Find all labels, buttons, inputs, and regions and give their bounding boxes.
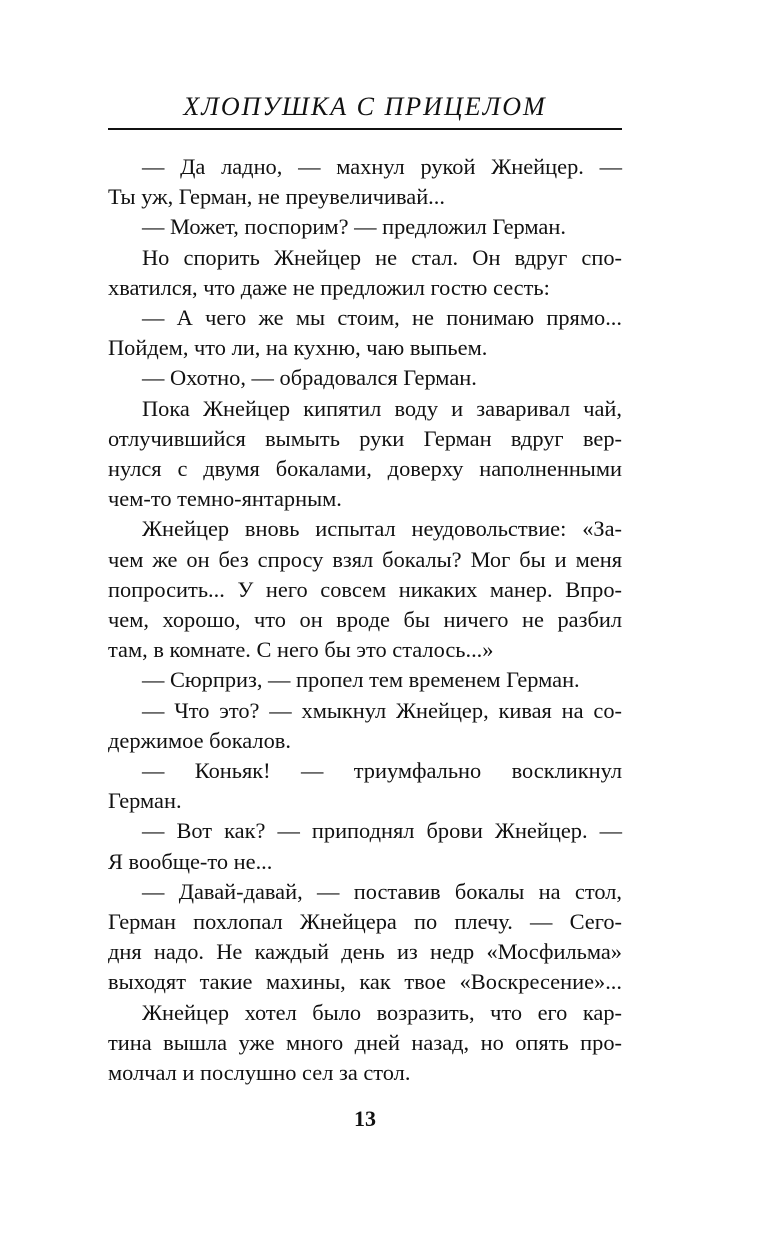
- text-line: — А чего же мы стоим, не понимаю прямо...: [142, 305, 622, 331]
- text-line: хватился, что даже не предложил гостю сесть:: [108, 274, 550, 300]
- paragraph: [108, 363, 622, 393]
- paragraph: [108, 877, 622, 998]
- text-line: — Коньяк! — триумфально воскликнул: [142, 758, 622, 784]
- text-line: чем же он без спросу взял бокалы? Мог бы и меня: [108, 546, 622, 572]
- text-line: Герман похлопал Жнейцера по плечу. — Сего-: [108, 909, 622, 935]
- text-line: там, в комнате. С него бы это сталось...»: [108, 637, 494, 663]
- text-line: — Что это? — хмыкнул Жнейцер, кивая на со-: [142, 697, 622, 723]
- header-divider: [108, 128, 622, 130]
- paragraph: [108, 212, 622, 242]
- text-line: Герман.: [108, 788, 182, 814]
- text-line: — Может, поспорим? — предложил Герман.: [142, 214, 566, 240]
- paragraph: [108, 152, 622, 212]
- text-line: Я вообще-то не...: [108, 848, 273, 874]
- paragraph: [108, 696, 622, 756]
- body-text: [108, 152, 622, 1088]
- paragraph: [108, 243, 622, 303]
- paragraph: [108, 998, 622, 1089]
- text-line: чем-то темно-янтарным.: [108, 486, 342, 512]
- running-header-title: ХЛОПУШКА С ПРИЦЕЛОМ: [183, 92, 547, 121]
- page-number: 13: [354, 1106, 376, 1131]
- text-line: Пойдем, что ли, на кухню, чаю выпьем.: [108, 335, 488, 361]
- text-line: Пока Жнейцер кипятил воду и заваривал чай,: [142, 395, 622, 421]
- text-line: молчал и послушно сел за стол.: [108, 1060, 411, 1086]
- paragraph: [108, 816, 622, 876]
- paragraph: [108, 756, 622, 816]
- text-line: — Охотно, — обрадовался Герман.: [142, 365, 477, 391]
- text-line: попросить... У него совсем никаких манер. Впро-: [108, 576, 622, 602]
- text-line: Жнейцер вновь испытал неудовольствие: «За-: [142, 516, 622, 542]
- text-line: Ты уж, Герман, не преувеличивай...: [108, 184, 445, 210]
- paragraph: [108, 394, 622, 515]
- paragraph: [108, 514, 622, 665]
- text-line: — Давай-давай, — поставив бокалы на стол,: [142, 878, 622, 904]
- text-line: отлучившийся вымыть руки Герман вдруг вер-: [108, 425, 622, 451]
- text-line: дня надо. Не каждый день из недр «Мосфильма»: [108, 939, 622, 965]
- paragraph: [108, 665, 622, 695]
- paragraph: [108, 303, 622, 363]
- text-line: Но спорить Жнейцер не стал. Он вдруг спо-: [142, 244, 622, 270]
- text-line: чем, хорошо, что он вроде бы ничего не разбил: [108, 607, 622, 633]
- text-line: — Сюрприз, — пропел тем временем Герман.: [142, 667, 580, 693]
- text-line: тина вышла уже много дней назад, но опять про-: [108, 1029, 622, 1055]
- text-line: Жнейцер хотел было возразить, что его кар-: [142, 999, 622, 1025]
- text-line: держимое бокалов.: [108, 727, 291, 753]
- text-line: — Вот как? — приподнял брови Жнейцер. —: [142, 818, 622, 844]
- text-line: — Да ладно, — махнул рукой Жнейцер. —: [142, 154, 622, 179]
- text-line: выходят такие махины, как твое «Воскресение»...: [108, 969, 622, 995]
- text-line: нулся с двумя бокалами, доверху наполненными: [108, 456, 622, 482]
